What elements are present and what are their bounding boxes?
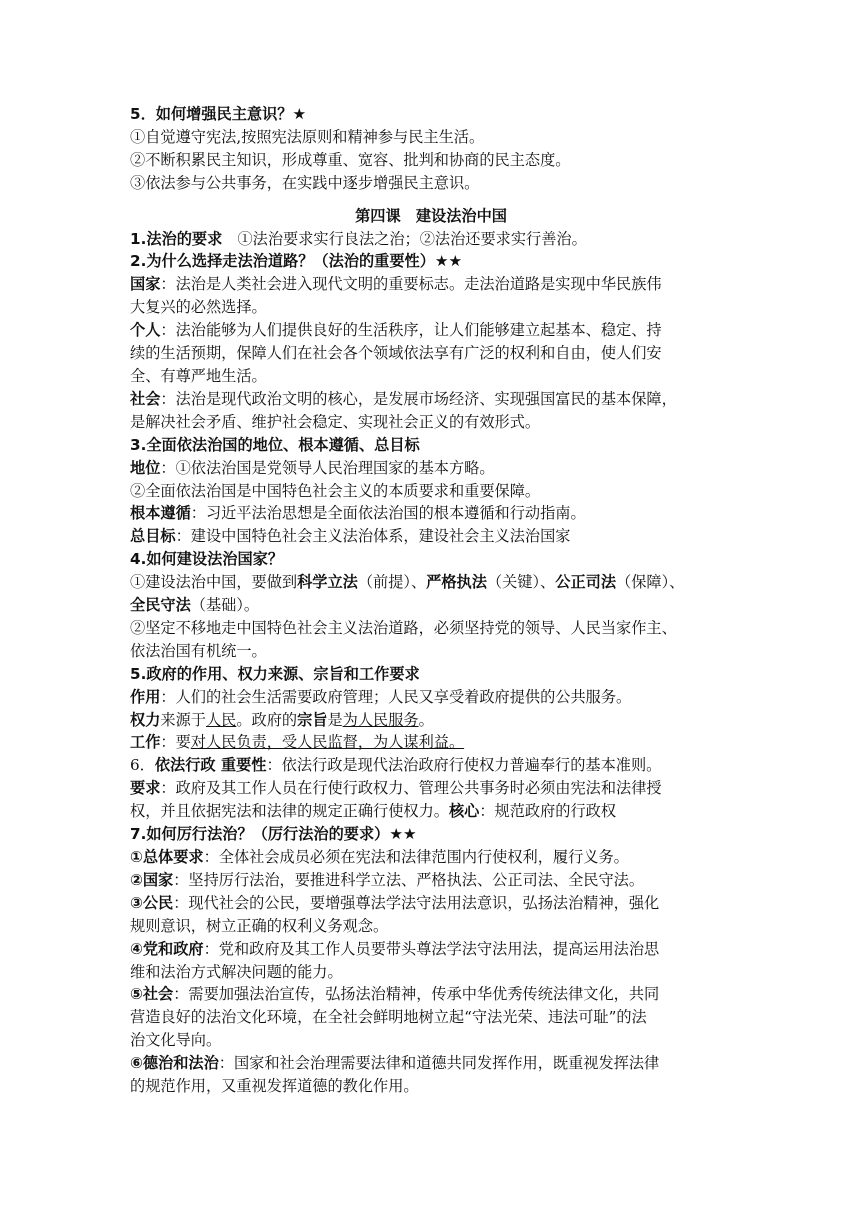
q6-line3: 权，并且依据宪法和法律的规定正确行使权力。核心：规范政府的行政权 — [130, 802, 616, 821]
q5-role: 作用：人们的社会生活需要政府管理；人民又享受着政府提供的公共服务。 — [130, 687, 632, 706]
q7-item4: ④党和政府：党和政府及其工作人员要带头尊法学法守法用法，提高运用法治思 — [130, 939, 660, 958]
q7-item6: ⑥德治和法治：国家和社会治理需要法律和道德共同发挥作用，既重视发挥法律 — [130, 1054, 660, 1073]
q3-title: 3.全面依法治国的地位、根本遵循、总目标 — [130, 435, 420, 454]
q5-title: 5.政府的作用、权力来源、宗旨和工作要求 — [130, 664, 420, 683]
q5-power: 权力来源于人民。政府的宗旨是为人民服务。 — [130, 710, 434, 729]
q3-goal: 总目标：建设中国特色社会主义法治体系，建设社会主义法治国家 — [130, 527, 571, 546]
q7-item2: ②国家：坚持厉行法治，要推进科学立法、严格执法、公正司法、全民守法。 — [130, 870, 645, 889]
q6-line1: 6．依法行政 重要性：依法行政是现代法治政府行使权力普遍奉行的基本准则。 — [130, 756, 662, 775]
q6-line2: 要求：政府及其工作人员在行使行政权力、管理公共事务时必须由宪法和法律授 — [130, 779, 662, 798]
q7-title: 7.如何厉行法治？（厉行法治的要求）★★ — [130, 825, 417, 844]
q4-line1: ①建设法治中国，要做到科学立法（前提）、严格执法（关键）、公正司法（保障）、 — [130, 573, 685, 592]
q2-society: 社会：法治是现代政治文明的核心，是发展市场经济、实现强国富民的基本保障， — [130, 389, 677, 408]
q7-item5: ⑤社会：需要加强法治宣传，弘扬法治精神，传承中华优秀传统法律文化，共同 — [130, 985, 660, 1004]
lesson-title: 第四课 建设法治中国 — [355, 206, 507, 225]
q5-work: 工作：要对人民负责，受人民监督，为人谋利益。 — [130, 733, 465, 752]
q4-line2: 全民守法（基础）。 — [130, 596, 260, 615]
list-item: ②不断积累民主知识，形成尊重、宽容、批判和协商的民主态度。 — [130, 150, 571, 169]
section-5-title: 5．如何增强民主意识？★ — [130, 105, 307, 123]
list-item: ③依法参与公共事务，在实践中逐步增强民主意识。 — [130, 173, 480, 192]
q2-country: 国家：法治是人类社会进入现代文明的重要标志。走法治道路是实现中华民族伟 — [130, 275, 662, 294]
q4-title: 4.如何建设法治国家？ — [130, 550, 284, 569]
list-item: ①自觉遵守宪法,按照宪法原则和精神参与民主生活。 — [130, 127, 485, 146]
q1-title: 1.法治的要求 — [130, 229, 223, 248]
document-page: 5．如何增强民主意识？★ ①自觉遵守宪法,按照宪法原则和精神参与民主生活。 ②不断积累民主知识，形成尊重、宽容、批判和协商的民主态度。 ③依法参与公共事务，在实践中逐步增强民主意识。 第四课 建设法治中国 1.法治的要求 ①法治要求实行良法之治；②法治还要求实行善治。 2.为什么选择走法治道路？（法治的重要性）★★ 国家：法治是人类社会进入现代文明的重要标志。走法治道路是实现中华民族伟 大复兴的必然选择。 个人：法治能够为人们提供良好的生活秩序，让人们能够建立起基本、稳定、持 续的生活预期，保障人们在社会各个领域依法享有广泛的权利和自由，使人们安 全、有尊严地生活。 社会：法治是现代政治文明的核心，是发展市场经济、实现强国富民的基本保障， 是解决社会矛盾、维护社会稳定、实现社会正义的有效形式。 3.全面依法治国的地位、根本遵循、总目标 地位：①依法治国是党领导人民治理国家的基本方略。 ②全面依法治国是中国特色社会主义的本质要求和重要保障。 根本遵循：习近平法治思想是全面依法治国的根本遵循和行动指南。 总目标：建设中国特色社会主义法治体系，建设社会主义法治国家 4.如何建设法治国家？ ①建设法治中国，要做到科学立法（前提）、严格执法（关键）、公正司法（保障）、 全民守法（基础）。 ②坚定不移地走中国特色社会主义法治道路，必须坚持党的领导、人民当家作主、 依法治国有机统一。 5.政府的作用、权力来源、宗旨和工作要求 作用：人们的社会生活需要政府管理；人民又享受着政府提供的公共服务。 权力来源于人民。政府的宗旨是为人民服务。 工作：要对人民负责，受人民监督，为人谋利益。 6．依法行政 重要性：依法行政是现代法治政府行使权力普遍奉行的基本准则。 要求：政府及其工作人员在行使行政权力、管理公共事务时必须由宪法和法律授 权，并且依据宪法和法律的规定正确行使权力。核心：规范政府的行政权 7.如何厉行法治？（厉行法治的要求）★★ ①总体要求：全体社会成员必须在宪法和法律范围内行使权利，履行义务。 ②国家：坚持厉行法治，要推进科学立法、严格执法、公正司法、全民守法。 ③公民：现代社会的公民，要增强尊法学法守法用法意识，弘扬法治精神，强化 规则意识，树立正确的权利义务观念。 ④党和政府：党和政府及其工作人员要带头尊法学法守法用法，提高运用法治思 维和法治方式解决问题的能力。 ⑤社会：需要加强法治宣传，弘扬法治精神，传承中华优秀传统法律文化，共同 营造良好的法治文化环境，在全社会鲜明地树立起“守法光荣、违法可耻”的法 治文化导向。 ⑥德治和法治：国家和社会治理需要法律和道德共同发挥作用，既重视发挥法律 的规范作用，又重视发挥道德的教化作用。 — [130, 103, 732, 1098]
q7-item1: ①总体要求：全体社会成员必须在宪法和法律范围内行使权利，履行义务。 — [130, 848, 629, 866]
q3-position: 地位：①依法治国是党领导人民治理国家的基本方略。 — [130, 458, 495, 477]
q1-line: 1.法治的要求 ①法治要求实行良法之治；②法治还要求实行善治。 — [130, 229, 587, 248]
q7-item3: ③公民：现代社会的公民，要增强尊法学法守法用法意识，弘扬法治精神，强化 — [130, 893, 660, 912]
q2-person: 个人：法治能够为人们提供良好的生活秩序，让人们能够建立起基本、稳定、持 — [130, 321, 662, 340]
q2-title: 2.为什么选择走法治道路？（法治的重要性）★★ — [130, 252, 463, 271]
q3-basis: 根本遵循：习近平法治思想是全面依法治国的根本遵循和行动指南。 — [130, 504, 586, 523]
